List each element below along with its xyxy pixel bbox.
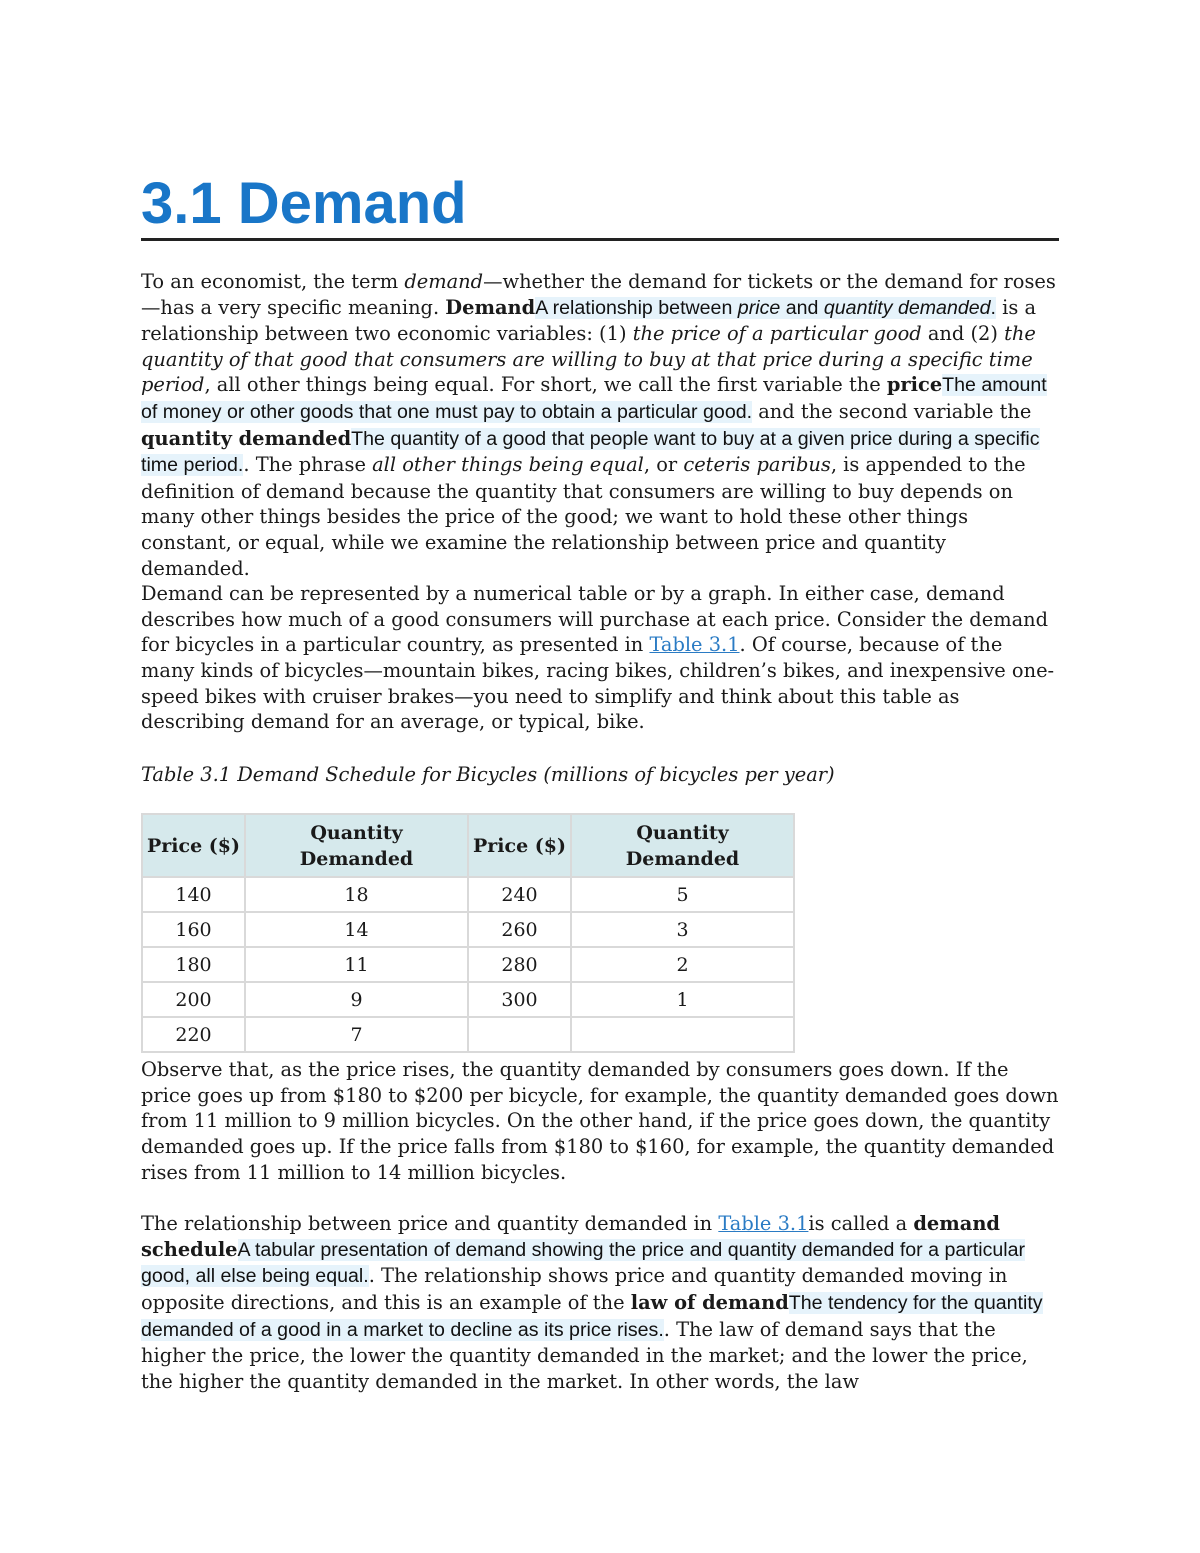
emphasis-ceteris-paribus: ceteris paribus <box>683 453 831 477</box>
quantity-cell: 1 <box>571 982 794 1017</box>
text-run: , or <box>643 453 684 477</box>
quantity-cell <box>571 1017 794 1052</box>
definition-demand-schedule: A tabular presentation of demand showing the price and quantity demanded for a particular good, all else being equal. <box>141 1238 1026 1288</box>
representation-paragraph <box>141 581 1059 735</box>
section-heading: 3.1 Demand <box>141 172 1059 241</box>
price-cell: 260 <box>468 912 571 947</box>
term-demand-schedule: demand schedule <box>141 1212 1000 1261</box>
text-run: is a relationship between two economic variables: (1) <box>141 295 1037 346</box>
text-run: and (2) <box>921 322 1005 346</box>
law-of-demand-paragraph <box>141 1211 1059 1394</box>
price-cell: 220 <box>142 1017 245 1052</box>
text-run: —whether the demand for tickets or the demand for roses—has a very specific meaning. <box>141 270 1056 319</box>
price-cell <box>468 1017 571 1052</box>
quantity-cell: 9 <box>245 982 468 1017</box>
price-cell: 300 <box>468 982 571 1017</box>
quantity-cell: 11 <box>245 947 468 982</box>
price-cell: 140 <box>142 877 245 912</box>
definition-text: . <box>990 296 996 319</box>
price-cell: 240 <box>468 877 571 912</box>
term-demand: Demand <box>445 295 536 319</box>
text-run: Demand can be represented by a numerical table or by a graph. In either case, demand describes how much of a good consumers will purchase at each price. Consider the demand for bicycles in a particular country, as presented in <box>141 582 1049 657</box>
term-quantity-demanded: quantity demanded <box>141 426 352 450</box>
text-run: . The phrase <box>243 453 373 477</box>
table-caption: Table 3.1 Demand Schedule for Bicycles (millions of bicycles per year) <box>141 762 835 786</box>
table-row <box>142 1017 794 1052</box>
price-cell: 160 <box>142 912 245 947</box>
header-quantity-demanded: Quantity Demanded <box>571 814 794 877</box>
quantity-cell: 5 <box>571 877 794 912</box>
intro-paragraph <box>141 269 1059 581</box>
table-3-1-link[interactable]: Table 3.1 <box>649 633 740 657</box>
emphasis-all-other-things: all other things being equal <box>372 453 644 477</box>
header-price: Price ($) <box>468 814 571 877</box>
emphasis-variable-1: the price of a particular good <box>632 322 922 346</box>
term-price: price <box>886 373 943 397</box>
table-row <box>142 912 794 947</box>
price-cell: 200 <box>142 982 245 1017</box>
table-header-row <box>142 814 794 877</box>
text-run: , is appended to the definition of demand because the quantity that consumers are willing to buy depends on many other things besides the price of the good; we want to hold these other things constant, or equal, while we examine the relationship between price and quantity demanded. <box>141 453 1026 580</box>
term-law-of-demand: law of demand <box>630 1291 789 1315</box>
definition-emphasis: quantity demanded <box>823 296 991 319</box>
quantity-cell: 2 <box>571 947 794 982</box>
emphasis-demand: demand <box>404 270 484 293</box>
text-run: is called a <box>808 1212 914 1236</box>
price-cell: 280 <box>468 947 571 982</box>
text-run: . The relationship shows price and quantity demanded moving in opposite directions, and this is an example of the <box>141 1264 1008 1315</box>
table-row <box>142 982 794 1017</box>
document-content <box>141 172 1059 1394</box>
definition-emphasis: price <box>737 296 781 319</box>
quantity-cell: 7 <box>245 1017 468 1052</box>
table-3-1-link[interactable]: Table 3.1 <box>718 1212 809 1236</box>
table-row <box>142 877 794 912</box>
text-run: The relationship between price and quantity demanded in <box>141 1212 719 1236</box>
demand-schedule-table <box>141 813 795 1053</box>
header-price: Price ($) <box>142 814 245 877</box>
definition-demand <box>535 297 996 319</box>
quantity-cell: 3 <box>571 912 794 947</box>
price-cell: 180 <box>142 947 245 982</box>
text-run: To an economist, the term <box>141 270 405 293</box>
quantity-cell: 18 <box>245 877 468 912</box>
emphasis-variable-2: the quantity of that good that consumers are willing to buy at that price during a specific time period <box>141 322 1036 397</box>
header-quantity-demanded: Quantity Demanded <box>245 814 468 877</box>
text-run: , all other things being equal. For short, we call the first variable the <box>204 373 887 397</box>
observation-paragraph: Observe that, as the price rises, the quantity demanded by consumers goes down. If the price goes up from $180 to $200 per bicycle, for example, the quantity demanded goes down from 11 million to 9 million bicycles. On the other hand, if the price goes down, the quantity demanded goes up. If the price falls from $180 to $160, for example, the quantity demanded rises from 11 million to 14 million bicycles. <box>141 1058 1059 1184</box>
text-run: and the second variable the <box>752 399 1032 423</box>
definition-price: The amount of money or other goods that one must pay to obtain a particular good. <box>141 374 1047 423</box>
definition-text: A relationship between <box>535 296 738 319</box>
definition-quantity-demanded: The quantity of a good that people want to buy at a given price during a specific time period. <box>141 427 1040 477</box>
definition-law-of-demand: The tendency for the quantity demanded of a good in a market to decline as its price rises. <box>141 1292 1043 1341</box>
text-run: . The law of demand says that the higher the price, the lower the quantity demanded in the market; and the lower the price, the higher the quantity demanded in the market. In other words, the law <box>141 1317 1028 1393</box>
table-row <box>142 947 794 982</box>
definition-text: and <box>780 296 824 319</box>
text-run: . Of course, because of the many kinds of bicycles—mountain bikes, racing bikes, children’s bikes, and inexpensive one-speed bikes with cruiser brakes—you need to simplify and think about this table as describing demand for an average, or typical, bike. <box>141 633 1055 734</box>
quantity-cell: 14 <box>245 912 468 947</box>
